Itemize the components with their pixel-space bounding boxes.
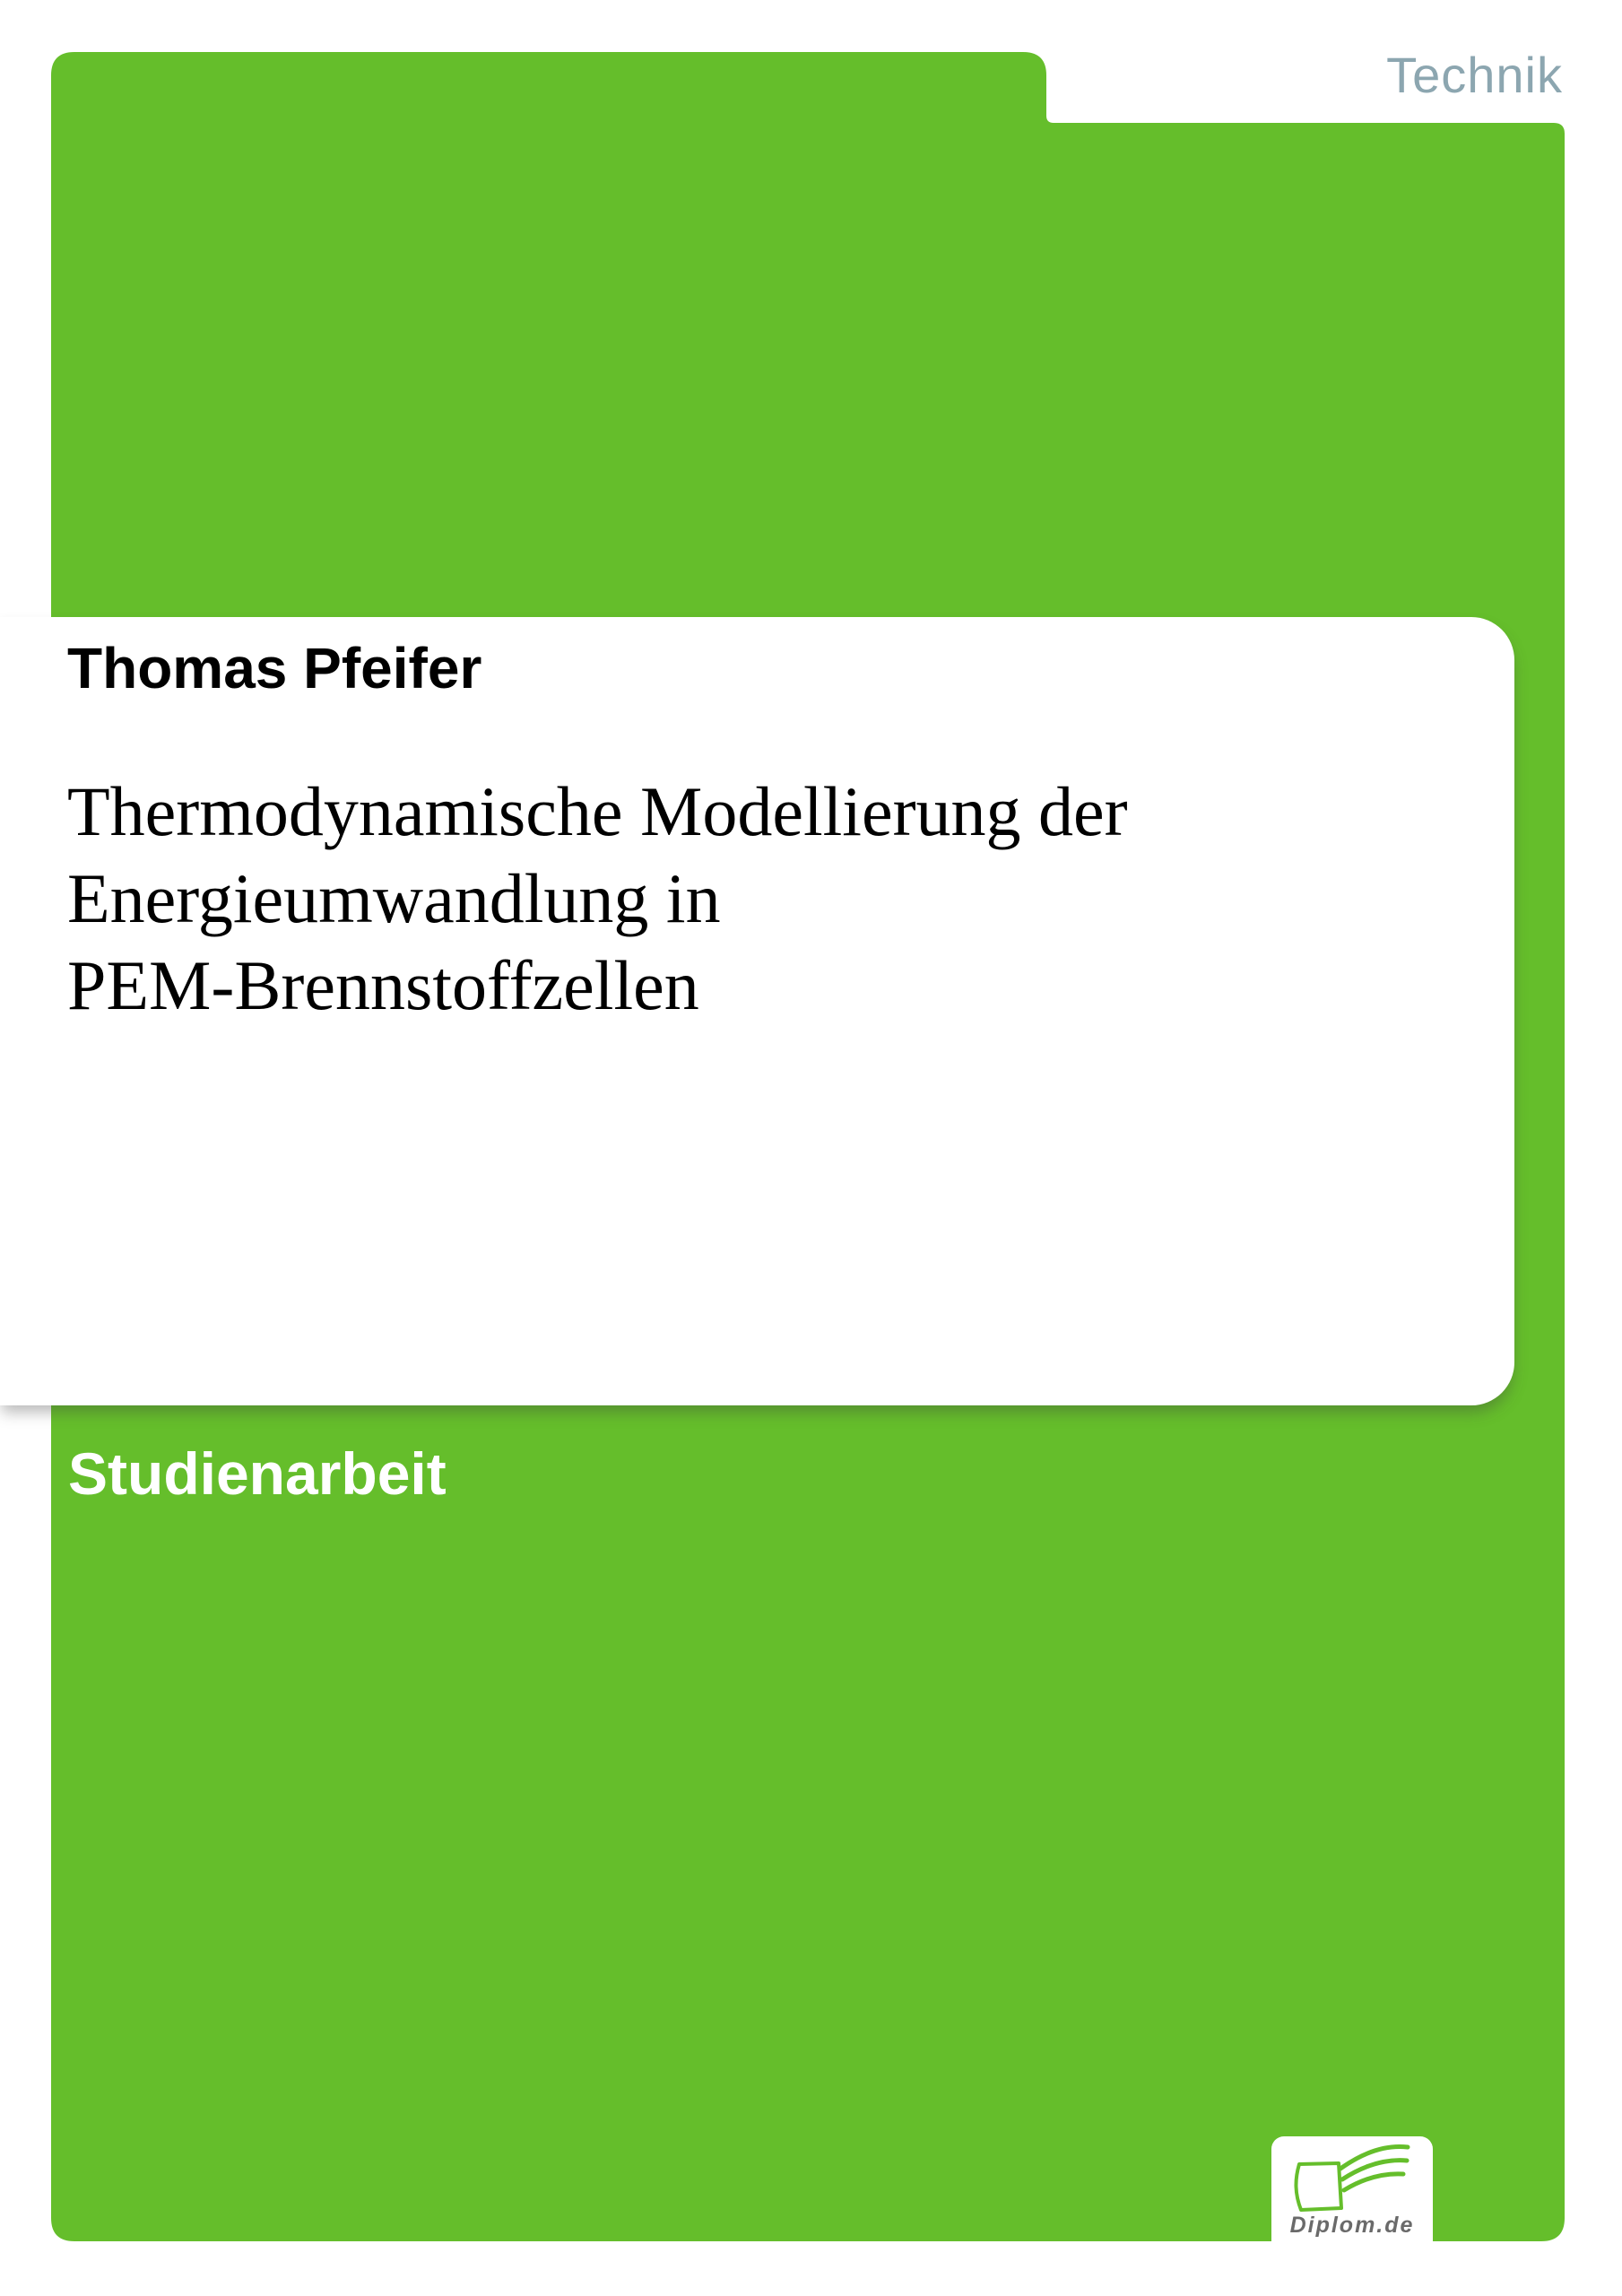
category-label: Technik — [1386, 47, 1563, 103]
book-title — [67, 768, 1128, 1029]
title-line-2: Energieumwandlung in — [67, 859, 721, 937]
author-name: Thomas Pfeifer — [67, 636, 482, 700]
title-card — [0, 617, 1514, 1405]
book-pages-icon — [1271, 2136, 1433, 2217]
publisher-logo-text: Diplom.de — [1289, 2213, 1415, 2238]
title-line-1: Thermodynamische Modellierung der — [67, 772, 1128, 850]
document-type-label: Studienarbeit — [68, 1440, 447, 1507]
title-line-3: PEM-Brennstoffzellen — [67, 946, 699, 1024]
publisher-logo — [1271, 2136, 1433, 2242]
